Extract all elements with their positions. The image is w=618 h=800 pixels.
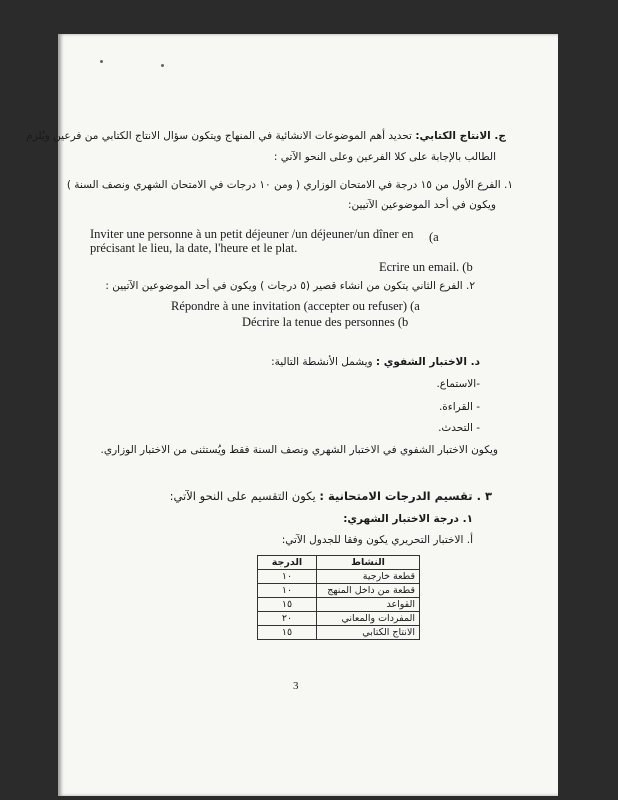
section-3-sub1: ١. درجة الاختبار الشهري: xyxy=(343,513,473,525)
row-grade: ١٠ xyxy=(258,584,317,598)
scan-speck xyxy=(100,60,103,63)
section-3-heading-rest: يكون التقسيم على النحو الآتي: xyxy=(169,489,316,503)
section-d-heading: د. الاختبار الشفوي : xyxy=(375,356,480,368)
section-d-note: ويكون الاختبار الشفوي في الاختبار الشهري ونصف السنة فقط ويُستثنى من الاختبار الوزاري. xyxy=(100,444,498,456)
branch2-line: ٢. الفرع الثاني يتكون من انشاء قصير (٥ درجات ) ويكون في أحد الموضوعين الآتيين : xyxy=(105,280,475,292)
section-c-intro-line2: الطالب بالإجابة على كلا الفرعين وعلى النحو الآتي : xyxy=(273,151,496,163)
row-activity: المفردات والمعاني xyxy=(317,612,420,626)
section-c-intro-line1: تحديد أهم الموضوعات الانشائية في المنهاج ويتكون سؤال الانتاج الكتابي من فرعين ويُلزم xyxy=(26,130,412,142)
row-activity: القواعد xyxy=(317,598,420,612)
grades-table xyxy=(257,555,420,640)
section-d-item: - التحدث. xyxy=(438,422,480,434)
row-activity: قطعة من داخل المنهج xyxy=(317,584,420,598)
row-grade: ١٥ xyxy=(258,598,317,612)
branch1-option-a-line2: précisant le lieu, la date, l'heure et le plat. xyxy=(90,241,298,255)
section-c-heading: ج. الانتاج الكتابي: xyxy=(415,130,506,142)
row-grade: ٢٠ xyxy=(258,612,317,626)
section-3-heading-line xyxy=(170,489,492,503)
section-c-line1 xyxy=(26,130,506,142)
table-row xyxy=(258,584,420,598)
branch1-option-a-line1: Inviter une personne à un petit déjeuner /un déjeuner/un dîner en xyxy=(90,227,414,241)
document-page xyxy=(26,34,558,796)
section-d-heading-line xyxy=(271,356,480,368)
branch1-line2: ويكون في أحد الموضوعين الآتيين: xyxy=(347,199,496,211)
branch1-option-a-marker: (a xyxy=(429,230,439,244)
col-grade-header: الدرجة xyxy=(258,556,317,570)
col-activity-header: النشاط xyxy=(317,556,420,570)
table-row xyxy=(258,598,420,612)
section-3-heading: ٣ . تقسيم الدرجات الامتحانية : xyxy=(319,489,492,503)
table-row xyxy=(258,612,420,626)
branch2-option-b: Décrire la tenue des personnes (b xyxy=(242,315,409,329)
row-grade: ١٠ xyxy=(258,570,317,584)
section-d-heading-rest: ويشمل الأنشطة التالية: xyxy=(271,356,373,368)
row-activity: قطعة خارجية xyxy=(317,570,420,584)
section-d-item: -الاستماع. xyxy=(436,378,480,390)
table-header-row xyxy=(258,556,420,570)
row-grade: ١٥ xyxy=(258,626,317,640)
branch2-option-a: Répondre à une invitation (accepter ou refuser) (a xyxy=(171,299,420,313)
table-row xyxy=(258,626,420,640)
branch1-line1: ١. الفرع الأول من ١٥ درجة في الامتحان الوزاري ( ومن ١٠ درجات في الامتحان الشهري ونصف السنة ) xyxy=(66,179,513,191)
section-d-item: - القراءة. xyxy=(438,401,480,413)
row-activity: الانتاج الكتابي xyxy=(317,626,420,640)
table-row xyxy=(258,570,420,584)
branch1-option-b: Ecrire un email. (b xyxy=(379,260,473,274)
section-3-sub1-a: أ. الاختبار التحريري يكون وفقا للجدول الآتي: xyxy=(281,534,473,546)
page-number: 3 xyxy=(293,680,299,692)
scan-speck xyxy=(161,64,164,67)
